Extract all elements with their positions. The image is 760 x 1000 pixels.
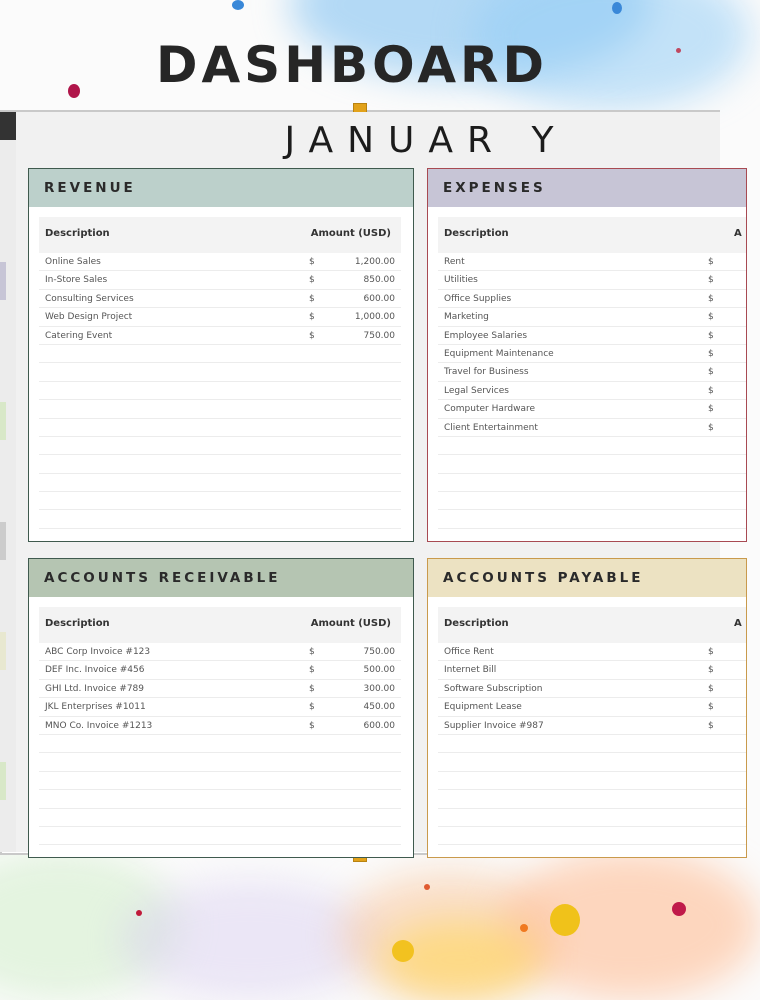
empty-row[interactable] [438,455,746,473]
row-currency: $ [708,293,714,304]
table-row[interactable] [39,290,401,308]
row-description: Office Supplies [444,293,512,304]
row-amount: 500.00 [363,665,395,676]
row-description: Marketing [444,312,489,323]
empty-row[interactable] [438,827,746,845]
expenses-rows [438,253,746,529]
expenses-card [427,168,747,542]
empty-row[interactable] [39,382,401,400]
row-description: MNO Co. Invoice #1213 [45,720,153,731]
empty-row[interactable] [39,790,401,808]
row-description: Utilities [444,275,478,286]
row-description: GHI Ltd. Invoice #789 [45,683,144,694]
side-strip [0,112,16,852]
row-currency: $ [309,275,315,286]
table-row[interactable] [438,253,746,271]
payable-table-header [438,607,746,643]
row-amount: 850.00 [363,275,395,286]
table-row[interactable] [438,345,746,363]
empty-row[interactable] [438,753,746,771]
row-description: ABC Corp Invoice #123 [45,647,151,657]
row-description: Catering Event [45,330,113,341]
empty-row[interactable] [39,437,401,455]
row-description: Travel for Business [444,367,529,378]
row-description: Client Entertainment [444,422,538,433]
empty-row[interactable] [39,474,401,492]
table-row[interactable] [438,680,746,698]
row-description: Web Design Project [45,312,133,323]
row-currency: $ [708,348,714,359]
row-currency: $ [309,647,315,657]
month-title: JANUAR Y [284,120,568,161]
empty-row[interactable] [39,400,401,418]
row-description: Employee Salaries [444,330,528,341]
empty-row[interactable] [438,437,746,455]
row-description: Computer Hardware [444,404,536,415]
row-description: Software Subscription [444,683,543,694]
row-currency: $ [309,720,315,731]
row-description: JKL Enterprises #1011 [45,702,146,713]
row-currency: $ [708,404,714,415]
row-amount: 750.00 [363,647,395,657]
row-currency: $ [309,702,315,713]
empty-row[interactable] [39,345,401,363]
row-currency: $ [309,683,315,694]
receivable-rows [39,643,401,845]
row-currency: $ [309,312,315,323]
empty-row[interactable] [39,827,401,845]
row-description: DEF Inc. Invoice #456 [45,665,145,676]
column-description: Description [444,228,509,239]
row-currency: $ [708,683,714,694]
row-currency: $ [309,665,315,676]
row-currency: $ [708,647,714,657]
row-currency: $ [708,385,714,396]
revenue-card [28,168,414,542]
column-description: Description [45,228,110,239]
row-amount: 1,000.00 [354,312,395,323]
row-currency: $ [309,293,315,304]
row-description: Online Sales [45,257,101,267]
table-row[interactable] [438,308,746,326]
table-row[interactable] [39,643,401,661]
empty-row[interactable] [438,790,746,808]
table-row[interactable] [39,308,401,326]
row-amount: 1,200.00 [354,257,395,267]
row-currency: $ [708,665,714,676]
receivable-table-header [39,607,401,643]
empty-row[interactable] [39,753,401,771]
accounts-payable-card [427,558,747,858]
row-currency: $ [708,312,714,323]
table-row[interactable] [39,680,401,698]
table-row[interactable] [39,698,401,716]
row-currency: $ [708,257,714,267]
row-description: Office Rent [444,647,494,657]
empty-row[interactable] [438,510,746,528]
accounts-receivable-card [28,558,414,858]
table-row[interactable] [438,661,746,679]
dashboard-title: DASHBOARD [155,36,549,94]
table-row[interactable] [39,717,401,735]
table-row[interactable] [39,253,401,271]
row-currency: $ [708,330,714,341]
row-currency: $ [708,275,714,286]
dashboard-sheet [16,112,742,852]
table-row[interactable] [438,400,746,418]
table-row[interactable] [438,290,746,308]
empty-row[interactable] [39,363,401,381]
table-row[interactable] [438,327,746,345]
empty-row[interactable] [39,492,401,510]
table-row[interactable] [39,271,401,289]
column-amount: Amount (USD) [310,618,391,629]
empty-row[interactable] [438,474,746,492]
column-amount-partial: A [734,618,742,629]
column-amount-partial: A [734,228,742,239]
row-description: Rent [444,257,465,267]
row-description: In-Store Sales [45,275,108,286]
row-description: Equipment Maintenance [444,348,554,359]
empty-row[interactable] [39,809,401,827]
row-amount: 600.00 [363,293,395,304]
empty-row[interactable] [438,772,746,790]
row-description: Supplier Invoice #987 [444,720,544,731]
row-currency: $ [708,422,714,433]
column-amount: Amount (USD) [310,228,391,239]
column-description: Description [45,618,110,629]
accounts-receivable-header: ACCOUNTS RECEIVABLE [29,559,413,597]
empty-row[interactable] [39,772,401,790]
row-currency: $ [708,720,714,731]
row-amount: 300.00 [363,683,395,694]
empty-row[interactable] [39,455,401,473]
row-currency: $ [708,367,714,378]
row-amount: 750.00 [363,330,395,341]
table-row[interactable] [438,419,746,437]
table-row[interactable] [438,363,746,381]
row-description: Consulting Services [45,293,134,304]
revenue-table-header [39,217,401,253]
empty-row[interactable] [39,735,401,753]
column-description: Description [444,618,509,629]
empty-row[interactable] [438,809,746,827]
empty-row[interactable] [438,492,746,510]
payable-rows [438,643,746,845]
row-amount: 600.00 [363,720,395,731]
accounts-payable-header: ACCOUNTS PAYABLE [428,559,746,597]
expenses-table-header [438,217,746,253]
table-row[interactable] [438,698,746,716]
empty-row[interactable] [438,735,746,753]
revenue-rows [39,253,401,529]
table-row[interactable] [438,271,746,289]
row-description: Internet Bill [444,665,497,676]
table-row[interactable] [39,661,401,679]
row-currency: $ [309,257,315,267]
table-row[interactable] [39,327,401,345]
empty-row[interactable] [39,419,401,437]
row-description: Equipment Lease [444,702,522,713]
revenue-header: REVENUE [29,169,413,207]
expenses-header: EXPENSES [428,169,746,207]
table-row[interactable] [438,643,746,661]
empty-row[interactable] [39,510,401,528]
row-currency: $ [708,702,714,713]
row-description: Legal Services [444,385,509,396]
row-currency: $ [309,330,315,341]
table-row[interactable] [438,717,746,735]
row-amount: 450.00 [363,702,395,713]
table-row[interactable] [438,382,746,400]
